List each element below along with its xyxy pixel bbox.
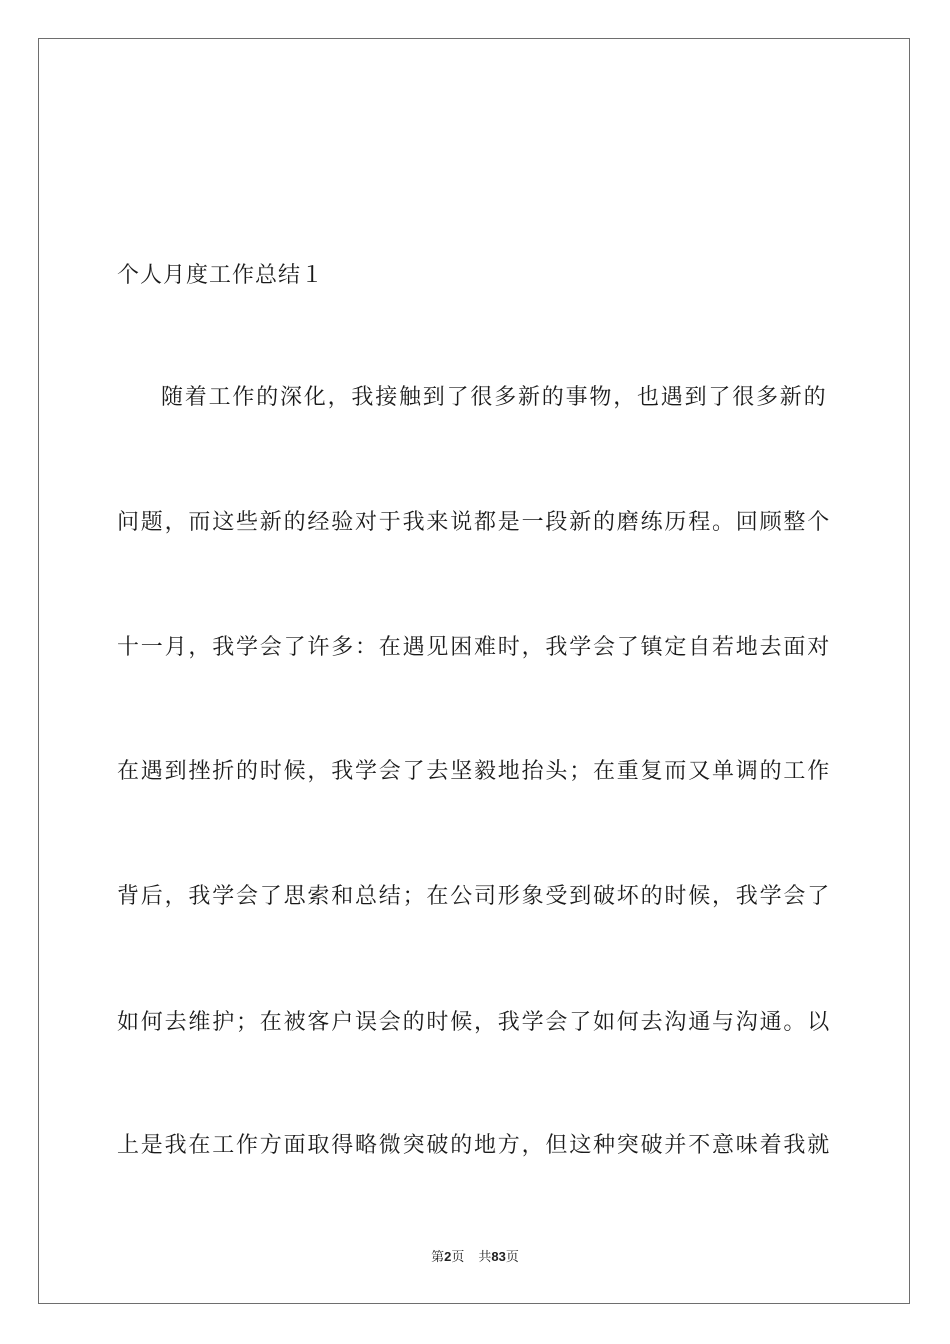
body-line-7: 上是我在工作方面取得略微突破的地方，但这种突破并不意味着我就 [117, 1133, 832, 1158]
body-line-3: 十一月，我学会了许多：在遇见困难时，我学会了镇定自若地去面对 [117, 635, 832, 660]
body-line-2: 问题，而这些新的经验对于我来说都是一段新的磨练历程。回顾整个 [117, 510, 832, 535]
body-line-4: 在遇到挫折的时候，我学会了去坚毅地抬头；在重复而又单调的工作 [117, 759, 832, 784]
body-line-1: 随着工作的深化，我接触到了很多新的事物，也遇到了很多新的 [161, 385, 828, 410]
page-number: 2 [444, 1249, 452, 1264]
total-pages: 83 [491, 1249, 506, 1264]
page-footer [0, 1248, 950, 1267]
document-title: 个人月度工作总结１ [117, 263, 325, 288]
page-suffix: 页 [451, 1250, 465, 1265]
body-line-5: 背后，我学会了思索和总结；在公司形象受到破坏的时候，我学会了 [117, 884, 832, 909]
page-border [38, 38, 910, 1304]
body-line-6: 如何去维护；在被客户误会的时候，我学会了如何去沟通与沟通。以 [117, 1010, 832, 1035]
total-suffix: 页 [505, 1250, 519, 1265]
total-prefix: 共 [478, 1250, 492, 1265]
page-prefix: 第 [431, 1250, 445, 1265]
